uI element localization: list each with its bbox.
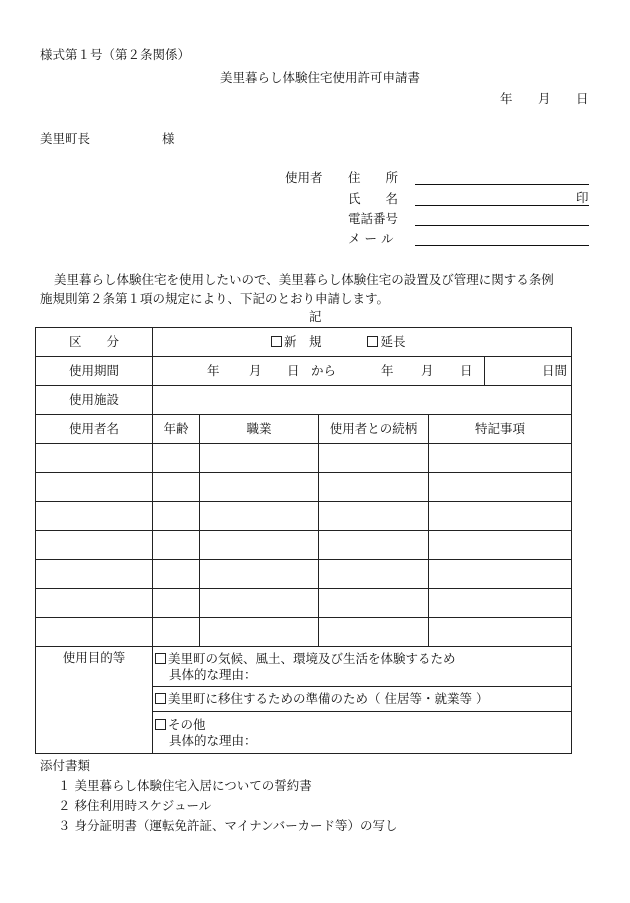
- col-notes: 特記事項: [429, 415, 572, 444]
- attachment-item-3: ３ 身分証明書（運転免許証、マイナンバーカード等）の写し: [58, 818, 398, 833]
- phone-field[interactable]: [415, 225, 589, 226]
- cell[interactable]: [429, 560, 572, 589]
- cell[interactable]: [200, 560, 319, 589]
- purpose-row-1: [36, 647, 572, 687]
- cell[interactable]: [200, 531, 319, 560]
- form-title: 美里暮らし体験住宅使用許可申請書: [220, 70, 421, 85]
- user-row: [36, 531, 572, 560]
- checkbox-icon: [155, 653, 166, 664]
- cell[interactable]: [200, 444, 319, 473]
- date-month-label: 月: [538, 91, 551, 106]
- date-year-label: 年: [500, 91, 513, 106]
- cell[interactable]: [36, 502, 153, 531]
- cell[interactable]: [36, 560, 153, 589]
- user-row: [36, 502, 572, 531]
- period-range[interactable]: 年 月 日 から 年 月 日: [153, 357, 485, 386]
- cell[interactable]: [319, 502, 429, 531]
- checkbox-icon: [271, 336, 282, 347]
- purpose-option-1[interactable]: 美里町の気候、風土、環境及び生活を体験するため 具体的な理由：: [153, 647, 572, 687]
- cell[interactable]: [319, 560, 429, 589]
- email-field[interactable]: [415, 245, 589, 246]
- period-label: 使用期間: [36, 357, 153, 386]
- col-relationship: 使用者との続柄: [319, 415, 429, 444]
- extend-checkbox[interactable]: 延長: [367, 334, 405, 349]
- address-field[interactable]: [415, 184, 589, 185]
- cell[interactable]: [153, 444, 200, 473]
- name-label: 氏 名: [348, 191, 399, 206]
- cell[interactable]: [319, 531, 429, 560]
- users-header-row: [36, 415, 572, 444]
- cell[interactable]: [429, 531, 572, 560]
- cell[interactable]: [200, 618, 319, 647]
- cell[interactable]: [36, 473, 153, 502]
- cell[interactable]: [153, 502, 200, 531]
- cell[interactable]: [36, 531, 153, 560]
- user-row: [36, 589, 572, 618]
- user-row: [36, 560, 572, 589]
- category-row: [36, 328, 572, 357]
- purpose-label: 使用目的等: [36, 647, 153, 754]
- purpose-option-2[interactable]: 美里町に移住するための準備のため（ 住居等・就業等 ）: [153, 687, 572, 712]
- ki-heading: 記: [309, 309, 322, 324]
- cell[interactable]: [429, 589, 572, 618]
- reason-label-3: 具体的な理由：: [169, 732, 257, 748]
- user-row: [36, 444, 572, 473]
- addressee-honorific: 様: [162, 131, 175, 146]
- cell[interactable]: [153, 560, 200, 589]
- cell[interactable]: [429, 444, 572, 473]
- cell[interactable]: [200, 473, 319, 502]
- cell[interactable]: [153, 473, 200, 502]
- attachment-item-2: ２ 移住利用時スケジュール: [58, 798, 212, 813]
- period-days[interactable]: 日間: [485, 357, 572, 386]
- cell[interactable]: [36, 589, 153, 618]
- cell[interactable]: [319, 589, 429, 618]
- addressee-name: 美里町長: [40, 131, 91, 146]
- application-table: [35, 327, 572, 754]
- new-checkbox[interactable]: 新 規: [271, 334, 322, 349]
- checkbox-icon: [367, 336, 378, 347]
- applicant-label: 使用者: [285, 170, 323, 185]
- cell[interactable]: [319, 618, 429, 647]
- category-label: 区 分: [36, 328, 153, 357]
- body-text-line1: 美里暮らし体験住宅を使用したいので、美里暮らし体験住宅の設置及び管理に関する条例: [54, 272, 554, 287]
- checkbox-icon: [155, 693, 166, 704]
- attachment-item-1: １ 美里暮らし体験住宅入居についての誓約書: [58, 778, 312, 793]
- facility-label: 使用施設: [36, 386, 153, 415]
- phone-label: 電話番号: [348, 211, 399, 226]
- cell[interactable]: [200, 589, 319, 618]
- email-label: メ ー ル: [348, 231, 394, 246]
- cell[interactable]: [36, 444, 153, 473]
- cell[interactable]: [153, 589, 200, 618]
- cell[interactable]: [36, 618, 153, 647]
- cell[interactable]: [429, 473, 572, 502]
- col-age: 年齢: [153, 415, 200, 444]
- cell[interactable]: [319, 473, 429, 502]
- cell[interactable]: [429, 618, 572, 647]
- category-options: [153, 328, 572, 357]
- body-text-line2: 施規則第２条第１項の規定により、下記のとおり申請します。: [40, 291, 390, 306]
- purpose-option-3[interactable]: その他 具体的な理由：: [153, 712, 572, 754]
- address-label: 住 所: [348, 170, 399, 185]
- cell[interactable]: [200, 502, 319, 531]
- cell[interactable]: [319, 444, 429, 473]
- facility-row: [36, 386, 572, 415]
- period-row: [36, 357, 572, 386]
- attachments-heading: 添付書類: [40, 758, 91, 773]
- seal-mark: 印: [576, 190, 589, 205]
- cell[interactable]: [153, 531, 200, 560]
- user-row: [36, 473, 572, 502]
- date-day-label: 日: [576, 91, 589, 106]
- col-user-name: 使用者名: [36, 415, 153, 444]
- col-occupation: 職業: [200, 415, 319, 444]
- cell[interactable]: [429, 502, 572, 531]
- checkbox-icon: [155, 719, 166, 730]
- cell[interactable]: [153, 618, 200, 647]
- facility-field[interactable]: [153, 386, 572, 415]
- form-number: 様式第１号（第２条関係）: [40, 47, 191, 62]
- reason-label-1: 具体的な理由：: [169, 666, 257, 682]
- user-row: [36, 618, 572, 647]
- name-field[interactable]: [415, 205, 589, 206]
